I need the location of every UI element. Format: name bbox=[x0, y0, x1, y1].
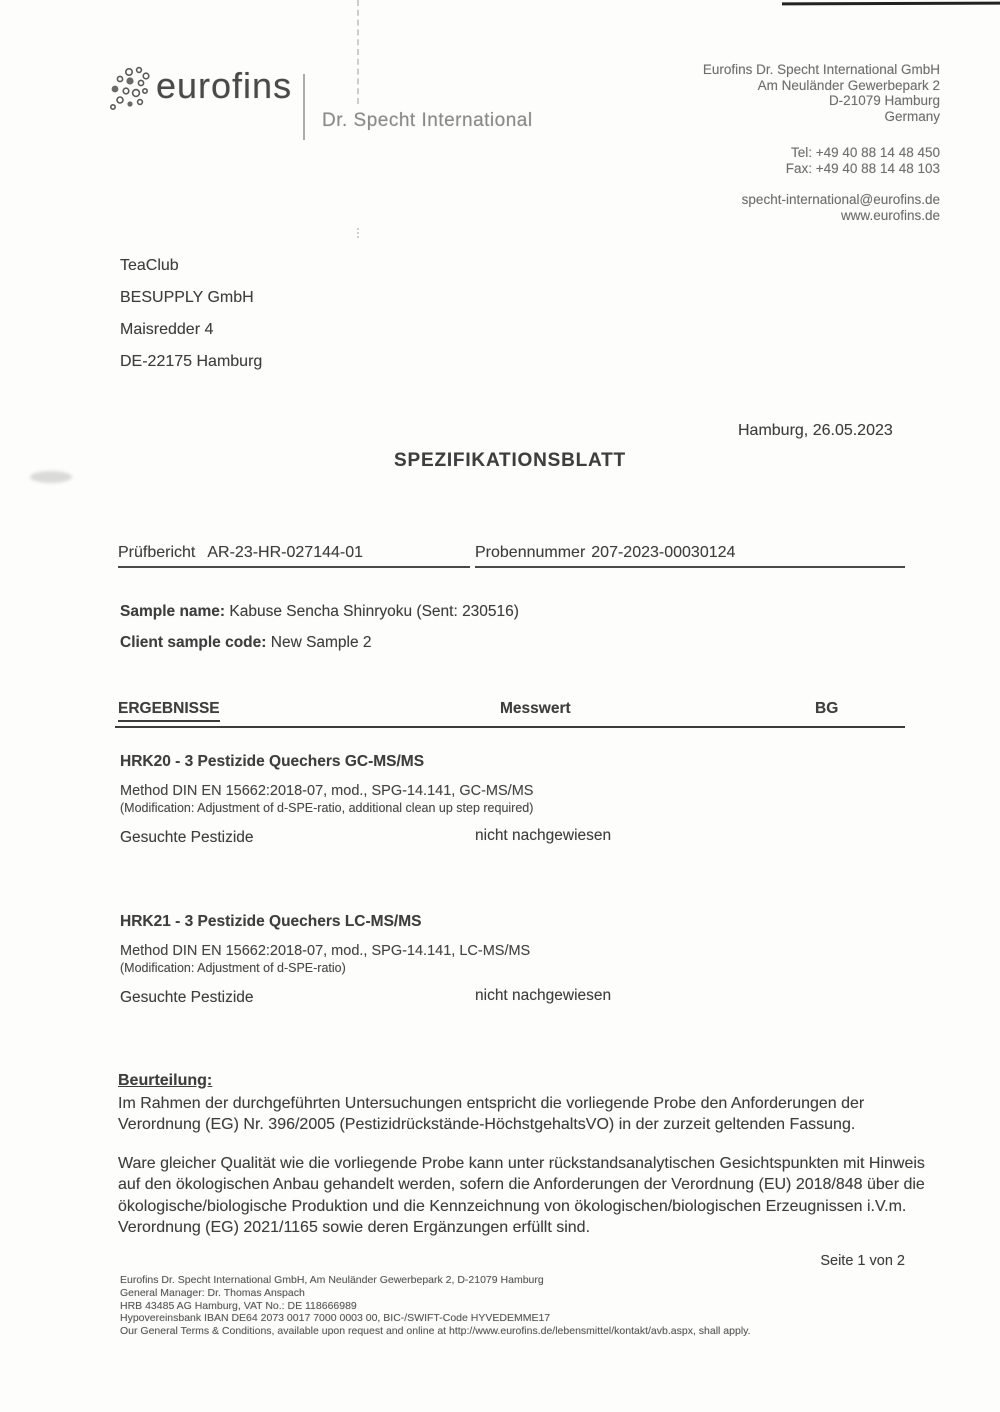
lab-street: Am Neuländer Gewerbepark 2 bbox=[757, 77, 940, 93]
assessment-paragraph-2: Ware gleicher Qualität wie die vorliegende Probe kann unter rückstandsanalytischen Gesichtspunkten mit Hinweis auf den ökologischen Anbau gehandelt werden, sofern die Anforderungen der Verordnung (EU) 2018/848 über die ökologische/biologische Produktion und die Kennzeichnung von ökologischen/biologischen Erzeugnissen i.V.m. Verordnung (EG) 2021/1165 sowie deren Ergänzungen erfüllt sind. bbox=[118, 1154, 925, 1236]
lab-email: specht-international@eurofins.de bbox=[741, 192, 940, 207]
lab-fax: Fax: +49 40 88 14 48 103 bbox=[785, 160, 940, 176]
footer-line: HRB 43485 AG Hamburg, VAT No.: DE 118666989 bbox=[120, 1299, 357, 1312]
sample-number-value: 207-2023-00030124 bbox=[591, 544, 736, 561]
fold-mark-tick bbox=[357, 228, 359, 238]
sample-name-value: Kabuse Sencha Shinryoku (Sent: 230516) bbox=[229, 603, 519, 620]
recipient-line: TeaClub bbox=[120, 257, 179, 274]
footer-line: Eurofins Dr. Specht International GmbH, Am Neuländer Gewerbepark 2, D-21079 Hamburg bbox=[120, 1274, 544, 1286]
footer-line: Hypovereinsbank IBAN DE64 2073 0017 7000 0003 00, BIC-/SWIFT-Code HYVEDEMME17 bbox=[120, 1312, 551, 1325]
assessment-heading: Beurteilung: bbox=[118, 1072, 213, 1089]
test-report-label: Prüfbericht bbox=[118, 544, 196, 561]
lab-name: Eurofins Dr. Specht International GmbH bbox=[702, 62, 940, 77]
assessment-paragraph-1: Im Rahmen der durchgeführten Untersuchungen entspricht die vorliegende Probe den Anforderungen der Verordnung (EG) Nr. 396/2005 (Pestizidrückstände-HöchstgehaltsVO) in der zurzeit geltenden Fassung. bbox=[118, 1094, 865, 1133]
lab-tel: Tel: +49 40 88 14 48 450 bbox=[790, 145, 940, 160]
result-section-hrk21 bbox=[120, 913, 910, 1007]
scan-edge-line-artifact bbox=[782, 2, 1000, 6]
analyte-result: nicht nachgewiesen bbox=[475, 827, 612, 844]
eurofins-wordmark: eurofins bbox=[156, 65, 293, 106]
assessment-block bbox=[118, 1070, 936, 1239]
sample-identification-block bbox=[120, 596, 519, 658]
analyte-result: nicht nachgewiesen bbox=[475, 987, 612, 1004]
lab-address-block bbox=[703, 62, 940, 124]
section-modification: (Modification: Adjustment of d-SPE-ratio, additional clean up step required) bbox=[120, 801, 534, 815]
fold-mark-line bbox=[357, 0, 359, 104]
section-method: Method DIN EN 15662:2018-07, mod., SPG-14.141, GC-MS/MS bbox=[120, 783, 534, 799]
results-column-parameter: ERGEBNISSE bbox=[118, 700, 220, 722]
document-title: SPEZIFIKATIONSBLATT bbox=[394, 450, 626, 471]
recipient-address-block bbox=[120, 250, 262, 378]
footer-line: Our General Terms & Conditions, available upon request and online at http://www.eurofins.de/lebensmittel/kontakt/avb.aspx, shall apply. bbox=[120, 1325, 751, 1338]
test-report-reference bbox=[118, 544, 470, 568]
client-sample-code-label: Client sample code: bbox=[120, 634, 267, 651]
section-method: Method DIN EN 15662:2018-07, mod., SPG-14.141, LC-MS/MS bbox=[120, 943, 531, 959]
recipient-line: BESUPPLY GmbH bbox=[120, 289, 254, 306]
place-date-line: Hamburg, 26.05.2023 bbox=[738, 422, 893, 439]
scan-smudge-artifact bbox=[30, 471, 72, 483]
footer-legal-block bbox=[120, 1274, 751, 1338]
section-title: HRK20 - 3 Pestizide Quechers GC-MS/MS bbox=[120, 753, 425, 770]
sample-number-label: Probennummer bbox=[475, 544, 586, 561]
eurofins-dots-icon bbox=[108, 66, 152, 116]
section-title: HRK21 - 3 Pestizide Quechers LC-MS/MS bbox=[120, 913, 422, 930]
results-column-measured-value: Messwert bbox=[500, 700, 571, 717]
logo-subbrand-text: Dr. Specht International bbox=[322, 110, 533, 131]
recipient-line: DE-22175 Hamburg bbox=[120, 353, 263, 370]
lab-city: D-21079 Hamburg bbox=[828, 93, 940, 108]
footer-line: General Manager: Dr. Thomas Anspach bbox=[120, 1286, 305, 1299]
analyte-name: Gesuchte Pestizide bbox=[120, 989, 254, 1006]
lab-website: www.eurofins.de bbox=[840, 207, 940, 223]
sample-name-row bbox=[120, 596, 519, 627]
results-table-header bbox=[115, 700, 905, 728]
result-section-hrk20 bbox=[120, 753, 910, 847]
sample-number-reference bbox=[475, 544, 905, 568]
lab-phone-block bbox=[786, 145, 940, 176]
lab-contact-block bbox=[742, 192, 940, 223]
page-number: Seite 1 von 2 bbox=[820, 1253, 905, 1269]
sample-name-label: Sample name: bbox=[120, 603, 226, 620]
result-row bbox=[120, 989, 910, 1007]
client-sample-code-row bbox=[120, 627, 519, 658]
section-modification: (Modification: Adjustment of d-SPE-ratio) bbox=[120, 961, 346, 975]
results-column-limit: BG bbox=[815, 700, 839, 717]
analyte-name: Gesuchte Pestizide bbox=[120, 829, 254, 846]
recipient-line: Maisredder 4 bbox=[120, 321, 214, 338]
logo-divider-line bbox=[303, 74, 305, 140]
eurofins-logo bbox=[108, 60, 292, 116]
client-sample-code-value: New Sample 2 bbox=[270, 634, 372, 651]
lab-country: Germany bbox=[884, 108, 940, 124]
test-report-number: AR-23-HR-027144-01 bbox=[207, 544, 364, 561]
result-row bbox=[120, 829, 910, 847]
